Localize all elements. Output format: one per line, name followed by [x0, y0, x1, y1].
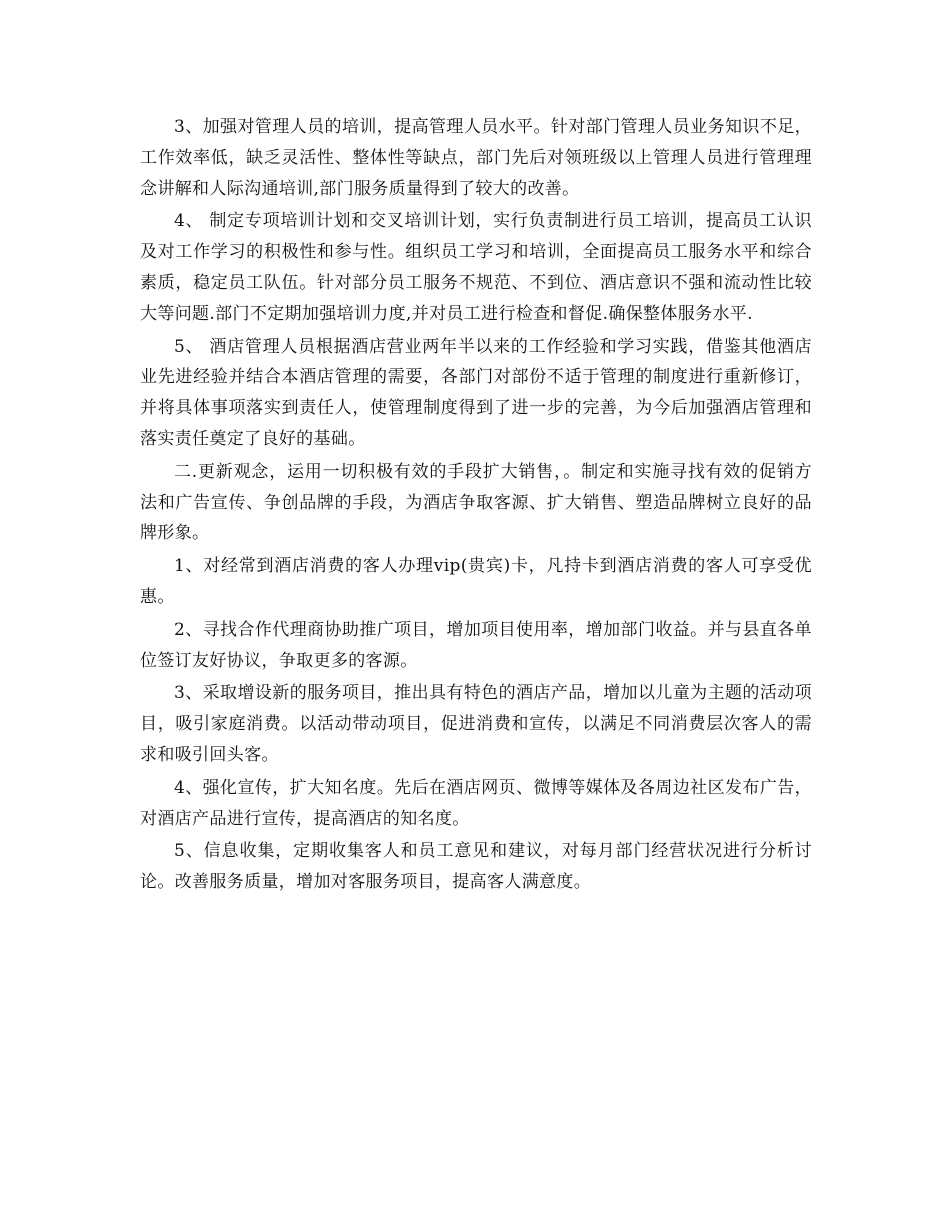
paragraph-vip-card: 1、对经常到酒店消费的客人办理vip(贵宾)卡，凡持卡到酒店消费的客人可享受优惠。 — [140, 556, 812, 607]
paragraph-information-collection: 5、信息收集，定期收集客人和员工意见和建议，对每月部门经营状况进行分析讨论。改善服务质量，增加对客服务项目，提高客人满意度。 — [140, 841, 812, 893]
paragraph-publicity: 4、强化宣传，扩大知名度。先后在酒店网页、微博等媒体及各周边社区发布广告，对酒店产品进行宣传，提高酒店的知名度。 — [140, 777, 812, 829]
paragraph-system-revision: 5、 酒店管理人员根据酒店营业两年半以来的工作经验和学习实践，借鉴其他酒店业先进经验并结合本酒店管理的需要，各部门对部份不适于管理的制度进行重新修订，并将具体事项落实到责任人，使管理制度得到了进一步的完善，为今后加强酒店管理和落实责任奠定了良好的基础。 — [140, 336, 812, 449]
document-body — [140, 112, 812, 898]
paragraph-partner-agents: 2、寻找合作代理商协助推广项目，增加项目使用率，增加部门收益。并与县直各单位签订友好协议，争取更多的客源。 — [140, 619, 812, 671]
paragraph-training-plan: 4、 制定专项培训计划和交叉培训计划，实行负责制进行员工培训，提高员工认识及对工作学习的积极性和参与性。组织员工学习和培训，全面提高员工服务水平和综合素质，稳定员工队伍。针对部分员工服务不规范、不到位、酒店意识不强和流动性比较大等问题.部门不定期加强培训力度,并对员工进行检查和督促.确保整体服务水平. — [140, 211, 812, 324]
section-heading-sales-promotion: 二.更新观念，运用一切积极有效的手段扩大销售，。制定和实施寻找有效的促销方法和广告宣传、争创品牌的手段，为酒店争取客源、扩大销售、塑造品牌树立良好的品牌形象。 — [140, 461, 812, 544]
paragraph-management-training: 3、加强对管理人员的培训，提高管理人员水平。针对部门管理人员业务知识不足，工作效率低，缺乏灵活性、整体性等缺点，部门先后对领班级以上管理人员进行管理理念讲解和人际沟通培训,部门服务质量得到了较大的改善。 — [140, 117, 812, 199]
paragraph-new-services: 3、采取增设新的服务项目，推出具有特色的酒店产品，增加以儿童为主题的活动项目，吸引家庭消费。以活动带动项目，促进消费和宣传，以满足不同消费层次客人的需求和吸引回头客。 — [140, 683, 812, 765]
